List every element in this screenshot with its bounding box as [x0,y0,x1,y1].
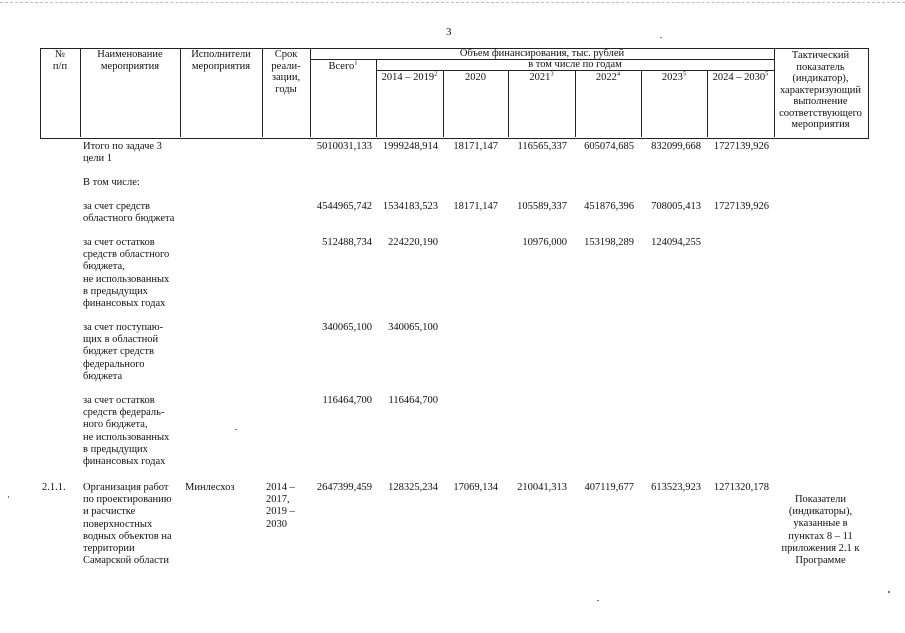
value-y2022: 605074,685 [584,141,634,152]
row-name: за счет поступаю- щих в областной бюджет средств федерального бюджета [83,322,164,382]
value-y2014-2019: 128325,234 [388,482,438,493]
value-y2014-2019: 1534183,523 [382,201,438,212]
row-name: за счет остатков средств областного бюджета, не использованных в предыдущих финансовых годах [83,237,170,310]
header-year-2022: 2022$^4$ [595,70,621,83]
value-y2024-2030: 1727139,926 [713,141,769,152]
header-year-2021: 2021$^3$ [529,70,554,83]
value-y2021: 105589,337 [517,201,567,212]
header-executor: Исполнители мероприятия [191,49,251,72]
value-total: 512488,734 [322,237,372,248]
value-y2024-2030: 1727139,926 [713,201,769,212]
value-y2023: 124094,255 [651,237,701,248]
value-y2023: 832099,668 [651,141,701,152]
value-y2014-2019: 340065,100 [388,322,438,333]
header-no: № п/п [52,49,68,72]
value-total: 4544965,742 [316,201,372,212]
value-y2021: 210041,313 [517,482,567,493]
row-name: за счет остатков средств федераль- ного бюджета, не использованных в предыдущих финансовых годах [83,395,170,468]
page-number: 3 [446,26,452,38]
header-year-2023: 2023$^5$ [661,70,687,83]
value-total: 5010031,133 [316,141,372,152]
value-total: 340065,100 [322,322,372,333]
value-y2014-2019: 224220,190 [388,237,438,248]
value-y2022: 407119,677 [584,482,634,493]
value-y2022: 451876,396 [584,201,634,212]
header-year-2014-2019: 2014 – 2019$^2$ [381,70,438,83]
value-total: 116464,700 [322,395,372,406]
value-y2020: 17069,134 [453,482,498,493]
row-name: В том числе: [83,177,140,188]
value-y2020: 18171,147 [453,201,498,212]
value-y2024-2030: 1271320,178 [713,482,769,493]
header-funding-title: Объем финансирования, тыс. рублей [459,48,625,59]
row-executor: Минлесхоз [185,482,235,493]
value-y2021: 116565,337 [517,141,567,152]
value-y2023: 708005,413 [651,201,701,212]
row-name: Организация работ по проектированию и расчистке поверхностных водных объектов на территории Самарской области [83,482,172,567]
value-y2023: 613523,923 [651,482,701,493]
row-term: 2014 – 2017, 2019 – 2030 [266,482,295,530]
header-year-2020: 2020 [465,72,486,83]
value-y2014-2019: 116464,700 [388,395,438,406]
row-name: за счет средств областного бюджета [83,201,175,225]
row-number: 2.1.1. [42,482,66,493]
value-y2020: 18171,147 [453,141,498,152]
value-y2022: 153198,289 [584,237,634,248]
value-y2014-2019: 1999248,914 [382,141,438,152]
header-term: Срок реали- зации, годы [271,49,301,95]
top-border [0,2,905,3]
header-year-2024-2030: 2024 – 2030$^5$ [712,70,769,83]
row-indicator: Показатели (индикаторы), указанные в пунктах 8 – 11 приложения 2.1 к Программе [781,494,860,567]
header-by-years: в том числе по годам [528,59,622,70]
header-name: Наименование мероприятия [97,49,163,72]
value-total: 2647399,459 [316,482,372,493]
value-y2021: 10976,000 [522,237,567,248]
header-indicator: Тактический показатель (индикатор), характеризующий выполнение соответствующего мероприятия [779,50,862,130]
row-name: Итого по задаче 3 цели 1 [83,141,162,165]
header-total: Всего$^1$ [328,59,358,72]
